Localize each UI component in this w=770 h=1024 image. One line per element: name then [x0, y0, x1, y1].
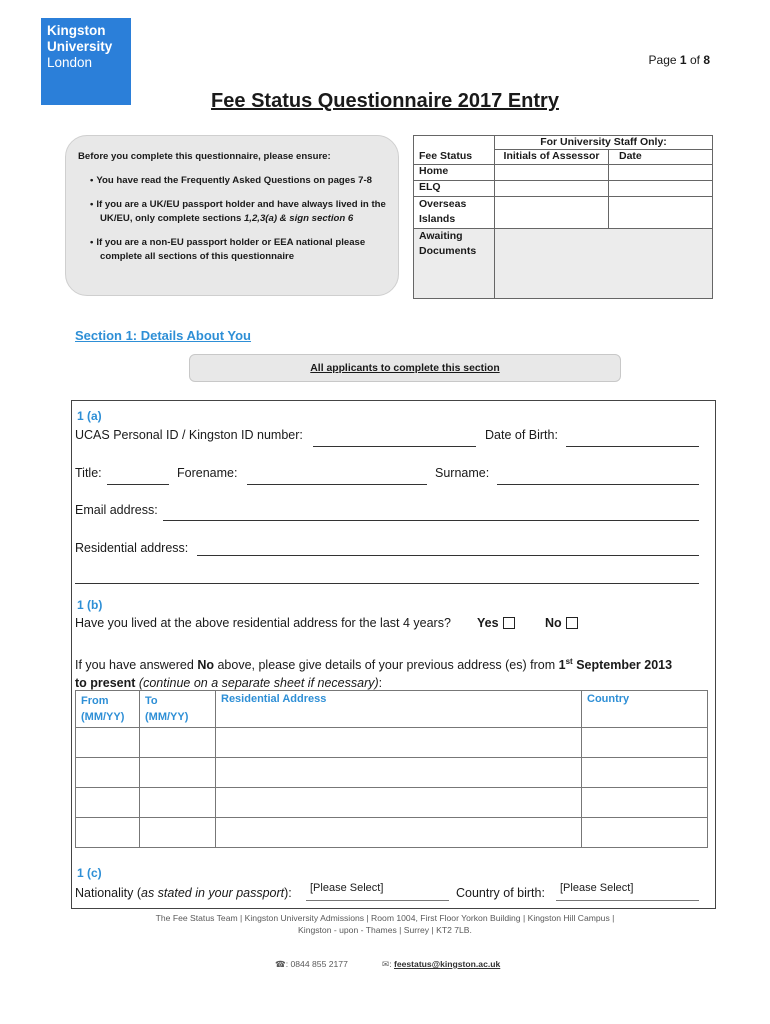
- col-country: Country: [582, 691, 708, 728]
- no-checkbox[interactable]: [566, 617, 578, 629]
- address-cell[interactable]: [140, 728, 216, 758]
- logo-line-2: University: [47, 39, 113, 54]
- forename-label: Forename:: [177, 466, 238, 480]
- forename-input[interactable]: [247, 484, 427, 485]
- ensure-bullet-3: • If you are a non-EU passport holder or EEA national please complete all sections of this questionnaire: [78, 236, 386, 264]
- country-of-birth-select[interactable]: [Please Select]: [556, 882, 699, 901]
- staff-initials-cell[interactable]: [495, 165, 609, 181]
- staff-row-elq: ELQ: [414, 181, 495, 197]
- phone-icon: ☎: [275, 959, 286, 969]
- page-number: Page 1 of 8: [648, 53, 710, 67]
- staff-date-cell[interactable]: [609, 197, 713, 229]
- lived-4-years-question: Have you lived at the above residential address for the last 4 years?: [75, 616, 451, 630]
- staff-col-initials: Initials of Assessor: [495, 150, 609, 165]
- address-cell[interactable]: [582, 758, 708, 788]
- email-label: Email address:: [75, 503, 158, 517]
- no-option: No: [545, 616, 578, 630]
- footer-address-line-2: Kingston - upon - Thames | Surrey | KT2 7LB.: [298, 925, 472, 935]
- address-cell[interactable]: [216, 728, 582, 758]
- all-applicants-note: All applicants to complete this section: [189, 354, 621, 382]
- address-cell[interactable]: [216, 758, 582, 788]
- residential-address-input-line-2[interactable]: [75, 583, 699, 584]
- address-cell[interactable]: [140, 818, 216, 848]
- title-input[interactable]: [107, 484, 169, 485]
- col-residential-address: Residential Address: [216, 691, 582, 728]
- mail-icon: ✉: [382, 959, 390, 969]
- previous-address-table: [75, 690, 708, 848]
- address-cell[interactable]: [582, 728, 708, 758]
- staff-awaiting-cell[interactable]: [495, 229, 713, 299]
- country-of-birth-label: Country of birth:: [456, 886, 545, 900]
- surname-label: Surname:: [435, 466, 490, 480]
- staff-only-table: [413, 135, 713, 299]
- col-from: From (MM/YY): [76, 691, 140, 728]
- staff-date-cell[interactable]: [609, 181, 713, 197]
- logo-line-3: London: [47, 55, 93, 70]
- staff-row-awaiting: Awaiting Documents: [414, 229, 495, 299]
- residential-address-input[interactable]: [197, 555, 699, 556]
- footer-phone: ☎: 0844 855 2177: [275, 959, 348, 969]
- ensure-bullet-1: • You have read the Frequently Asked Questions on pages 7-8: [78, 174, 386, 188]
- title-label: Title:: [75, 466, 102, 480]
- nationality-label: Nationality (as stated in your passport):: [75, 886, 292, 900]
- staff-col-fee-status: Fee Status: [414, 150, 495, 165]
- q1c-label: 1 (c): [77, 866, 102, 880]
- q1a-label: 1 (a): [77, 409, 102, 423]
- residential-address-label: Residential address:: [75, 541, 189, 555]
- staff-row-home: Home: [414, 165, 495, 181]
- dob-input[interactable]: [566, 446, 699, 447]
- staff-header: For University Staff Only:: [495, 136, 713, 150]
- page-title: Fee Status Questionnaire 2017 Entry: [211, 90, 559, 112]
- address-cell[interactable]: [76, 758, 140, 788]
- staff-initials-cell[interactable]: [495, 181, 609, 197]
- footer-address-line-1: The Fee Status Team | Kingston University Admissions | Room 1004, First Floor Yorkon Building | Kingston Hill Campus |: [155, 913, 615, 923]
- section-1-title: Section 1: Details About You: [75, 328, 252, 343]
- address-cell[interactable]: [216, 788, 582, 818]
- footer-email: ✉: feestatus@kingston.ac.uk: [382, 959, 501, 969]
- logo-line-1: Kingston: [47, 23, 106, 38]
- address-cell[interactable]: [582, 818, 708, 848]
- yes-option: Yes: [477, 616, 515, 630]
- staff-initials-cell[interactable]: [495, 197, 609, 229]
- nationality-select[interactable]: [Please Select]: [306, 882, 449, 901]
- ensure-bullet-2: • If you are a UK/EU passport holder and have always lived in the UK/EU, only complete sections 1,2,3(a) & sign section 6: [78, 198, 386, 226]
- address-cell[interactable]: [76, 818, 140, 848]
- ucas-id-label: UCAS Personal ID / Kingston ID number:: [75, 428, 303, 442]
- staff-date-cell[interactable]: [609, 165, 713, 181]
- yes-checkbox[interactable]: [503, 617, 515, 629]
- address-cell[interactable]: [76, 728, 140, 758]
- address-cell[interactable]: [76, 788, 140, 818]
- staff-col-date: Date: [609, 150, 713, 165]
- ensure-intro: Before you complete this questionnaire, please ensure:: [78, 151, 331, 162]
- surname-input[interactable]: [497, 484, 699, 485]
- q1b-label: 1 (b): [77, 598, 103, 612]
- ucas-id-input[interactable]: [313, 446, 476, 447]
- ensure-notice-box: [65, 135, 399, 296]
- previous-address-instruction: If you have answered No above, please give details of your previous address (es) from 1st September 2013 to present (continue on a separate sheet if necessary):: [75, 657, 673, 691]
- address-cell[interactable]: [582, 788, 708, 818]
- col-to: To (MM/YY): [140, 691, 216, 728]
- address-cell[interactable]: [216, 818, 582, 848]
- address-cell[interactable]: [140, 788, 216, 818]
- dob-label: Date of Birth:: [485, 428, 558, 442]
- staff-row-overseas-islands: Overseas Islands: [414, 197, 495, 229]
- email-input[interactable]: [163, 520, 699, 521]
- email-link[interactable]: feestatus@kingston.ac.uk: [393, 959, 501, 969]
- address-cell[interactable]: [140, 758, 216, 788]
